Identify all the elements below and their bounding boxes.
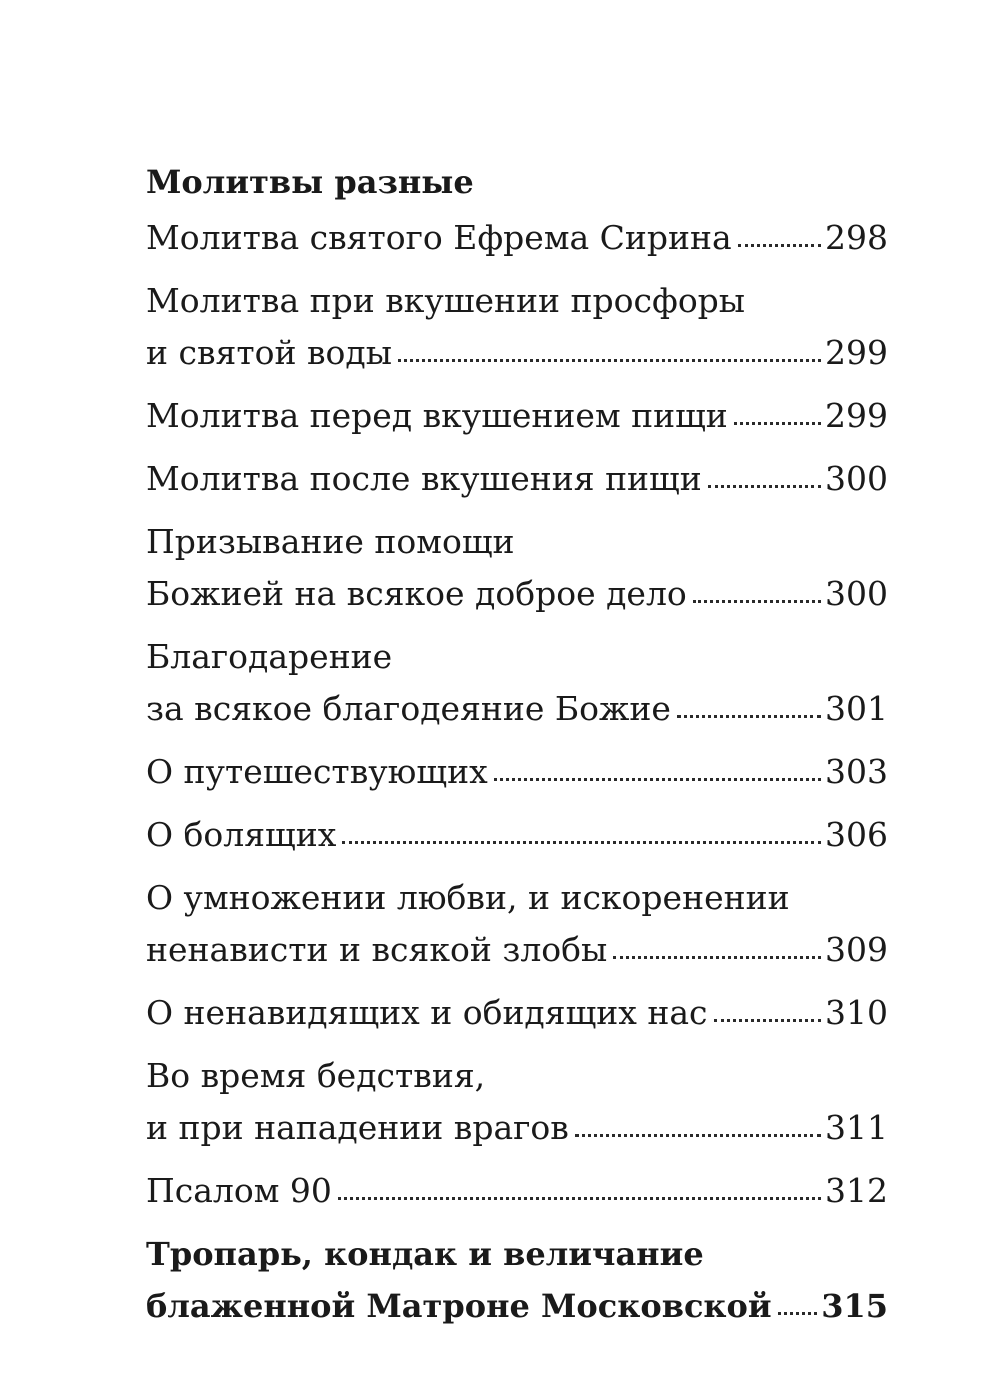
toc-entry-title: и при нападении врагов: [146, 1108, 569, 1147]
toc-entry-title: и святой воды: [146, 333, 393, 372]
toc-entry-title: О путешествующих: [146, 752, 488, 791]
section-heading: Молитвы разные: [146, 163, 474, 201]
toc-entry-title: Молитва святого Ефрема Сирина: [146, 218, 732, 257]
dot-leader: [342, 841, 821, 844]
toc-page-number: 299: [825, 333, 888, 372]
toc-entry: [146, 516, 888, 620]
dot-leader: [338, 1197, 821, 1200]
toc-page-number: 309: [825, 930, 888, 969]
toc-entry-title: Молитва при вкушении просфоры: [146, 281, 746, 320]
toc-entry-title: Молитва перед вкушением пищи: [146, 396, 728, 435]
toc-page-number: 306: [825, 815, 888, 854]
toc-entry: [146, 809, 888, 861]
toc-entry-title: О болящих: [146, 815, 337, 854]
toc-entry-title: Благодарение: [146, 637, 393, 676]
dot-leader: [738, 244, 821, 247]
toc-page-number: 301: [825, 689, 888, 728]
toc-entry: [146, 746, 888, 798]
dot-leader: [778, 1312, 818, 1315]
toc-entry-title: Во время бедствия,: [146, 1056, 486, 1095]
toc-entry: [146, 212, 888, 264]
toc-entry: [146, 631, 888, 735]
toc-entry: [146, 987, 888, 1039]
dot-leader: [398, 359, 821, 362]
toc-page-number: 299: [825, 396, 888, 435]
dot-leader: [708, 485, 821, 488]
table-of-contents: [146, 160, 888, 1343]
toc-page-number: 300: [825, 574, 888, 613]
toc-entry: [146, 453, 888, 505]
toc-entry-bold: [146, 1228, 888, 1332]
toc-page-number: 303: [825, 752, 888, 791]
dot-leader: [494, 778, 821, 781]
toc-entry-title: ненависти и всякой злобы: [146, 930, 608, 969]
dot-leader: [734, 422, 821, 425]
toc-page-number: 315: [821, 1287, 888, 1325]
dot-leader: [693, 600, 821, 603]
toc-entry-title: Божией на всякое доброе дело: [146, 574, 687, 613]
dot-leader: [677, 715, 821, 718]
toc-entry-title: О умножении любви, и искоренении: [146, 878, 790, 917]
toc-entry-title: блаженной Матроне Московской: [146, 1287, 772, 1325]
dot-leader: [575, 1134, 821, 1137]
dot-leader: [613, 956, 821, 959]
dot-leader: [714, 1019, 822, 1022]
toc-entry: [146, 1050, 888, 1154]
toc-entry: [146, 275, 888, 379]
toc-entry: [146, 1165, 888, 1217]
toc-entry-title: Псалом 90: [146, 1171, 332, 1210]
toc-page-number: 311: [825, 1108, 888, 1147]
toc-page-number: 312: [825, 1171, 888, 1210]
toc-entry: [146, 872, 888, 976]
toc-page-number: 298: [825, 218, 888, 257]
toc-entry-title: за всякое благодеяние Божие: [146, 689, 671, 728]
toc-page-number: 300: [825, 459, 888, 498]
toc-entry: [146, 390, 888, 442]
toc-entry-title: Молитва после вкушения пищи: [146, 459, 702, 498]
toc-entry-title: О ненавидящих и обидящих нас: [146, 993, 708, 1032]
toc-page-number: 310: [825, 993, 888, 1032]
toc-entry-title: Тропарь, кондак и величание: [146, 1235, 704, 1273]
toc-entry-title: Призывание помощи: [146, 522, 515, 561]
